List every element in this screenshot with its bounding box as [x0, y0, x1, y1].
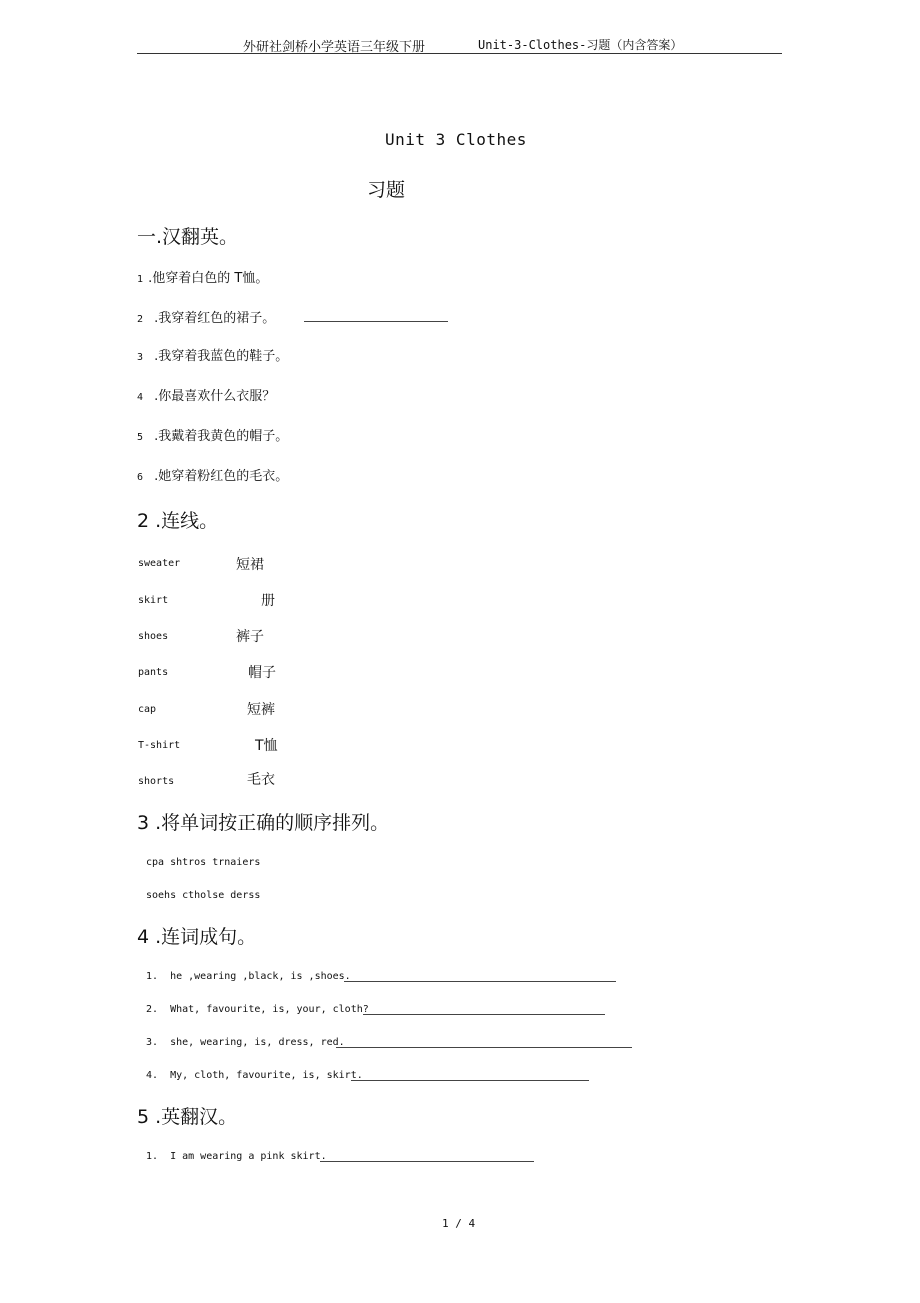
scrambled-line: cpa shtros trnaiers — [146, 857, 261, 868]
list-item — [146, 1151, 327, 1162]
match-word-en: sweater — [138, 558, 181, 569]
answer-blank[interactable] — [344, 981, 616, 982]
page-title: Unit 3 Clothes — [385, 130, 527, 149]
answer-blank[interactable] — [336, 1047, 632, 1048]
list-item — [146, 971, 351, 982]
item-text: What, favourite, is, your, cloth? — [170, 1004, 369, 1015]
list-item — [137, 425, 288, 444]
list-item — [137, 465, 288, 484]
item-text: .她穿着粉红色的毛衣。 — [154, 469, 289, 484]
header-right: Unit-3-Clothes-习题（内含答案） — [478, 38, 683, 52]
item-text: .我戴着我黄色的帽子。 — [154, 429, 289, 444]
answer-blank[interactable] — [351, 1080, 589, 1081]
match-word-en: T-shirt — [138, 740, 181, 751]
item-number: 3 — [137, 352, 144, 363]
item-number: 4 — [137, 392, 144, 403]
section5-heading: 5 .英翻汉。 — [137, 1106, 238, 1128]
list-item — [146, 1004, 369, 1015]
section3-heading: 3 .将单词按正确的顺序排列。 — [137, 812, 390, 834]
list-item — [137, 385, 275, 404]
match-word-en: cap — [138, 704, 157, 715]
match-word-en: shoes — [138, 631, 169, 642]
item-number: 2. — [146, 1004, 159, 1015]
list-item — [146, 1070, 363, 1081]
section1-heading: 一.汉翻英。 — [137, 226, 239, 248]
answer-blank[interactable] — [363, 1014, 605, 1015]
item-number: 1. — [146, 1151, 159, 1162]
scrambled-line: soehs ctholse derss — [146, 890, 261, 901]
list-item — [146, 1037, 345, 1048]
match-word-en: shorts — [138, 776, 175, 787]
match-word-zh: 册 — [261, 593, 275, 609]
match-word-zh: 短裙 — [236, 557, 264, 573]
item-text: .你最喜欢什么衣服？ — [154, 389, 276, 404]
header-divider — [137, 53, 782, 54]
item-number: 1. — [146, 971, 159, 982]
match-word-zh: 裤子 — [236, 629, 264, 645]
item-number: 2 — [137, 314, 144, 325]
match-word-zh: T恤 — [255, 738, 278, 754]
answer-blank[interactable] — [320, 1161, 534, 1162]
item-text: she, wearing, is, dress, red. — [170, 1037, 345, 1048]
list-item — [137, 267, 268, 286]
item-number: 6 — [137, 472, 144, 483]
list-item — [137, 345, 288, 364]
page-subtitle: 习题 — [367, 179, 406, 201]
list-item — [137, 307, 275, 326]
item-text: .我穿着红色的裙子。 — [154, 311, 276, 326]
item-text: My, cloth, favourite, is, skirt. — [170, 1070, 363, 1081]
match-word-zh: 短裤 — [247, 702, 275, 718]
section4-heading: 4 .连词成句。 — [137, 926, 257, 948]
match-word-zh: 毛衣 — [247, 772, 275, 788]
item-number: 5 — [137, 432, 144, 443]
item-text: he ,wearing ,black, is ,shoes. — [170, 971, 351, 982]
match-word-en: skirt — [138, 595, 169, 606]
match-word-en: pants — [138, 667, 169, 678]
answer-blank[interactable] — [304, 321, 448, 322]
item-number: 3. — [146, 1037, 159, 1048]
item-number: 1 — [137, 274, 144, 285]
section2-heading: 2 .连线。 — [137, 510, 219, 532]
item-text: .他穿着白色的 T恤。 — [148, 271, 269, 286]
item-text: I am wearing a pink skirt. — [170, 1151, 327, 1162]
item-text: .我穿着我蓝色的鞋子。 — [154, 349, 289, 364]
match-word-zh: 帽子 — [248, 665, 276, 681]
item-number: 4. — [146, 1070, 159, 1081]
header-left: 外研社剑桥小学英语三年级下册 — [243, 40, 426, 55]
page-number: 1 / 4 — [442, 1217, 476, 1230]
